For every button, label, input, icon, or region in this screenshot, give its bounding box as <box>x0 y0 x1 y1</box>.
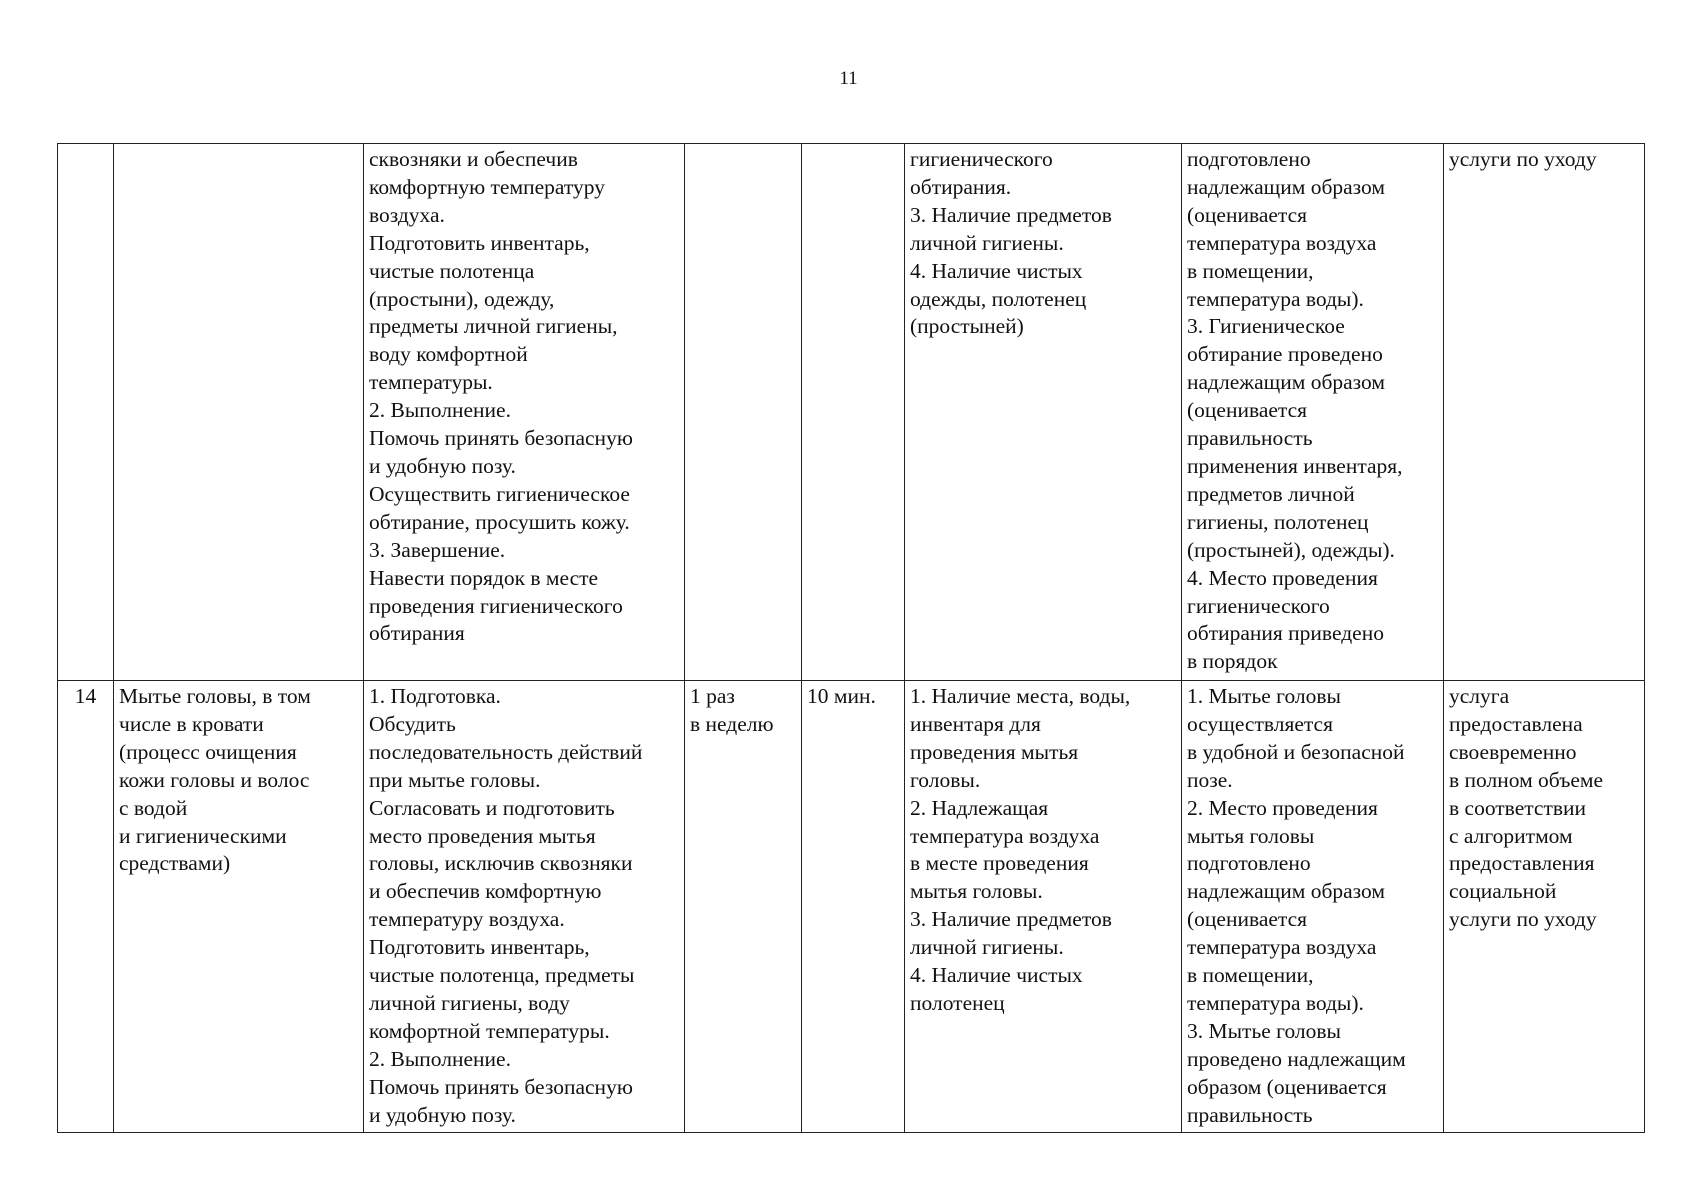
cell-text-line: 3. Наличие предметов <box>910 202 1112 227</box>
cell-text-line: услуги по уходу <box>1449 147 1597 171</box>
cell-text-line: проведения мытья <box>910 739 1079 764</box>
cell-result-evaluation <box>1444 144 1645 681</box>
cell-text-line: с алгоритмом <box>1449 823 1573 848</box>
cell-text-line: Осуществить гигиеническое <box>369 481 630 506</box>
cell-number: 14 <box>58 681 114 1133</box>
cell-text-line: позе. <box>1187 767 1233 792</box>
cell-text-line: полотенец <box>910 990 1005 1015</box>
cell-text-line: (простыни), одежду, <box>369 286 555 311</box>
cell-text-line: предоставлена <box>1449 711 1583 736</box>
cell-text-line: обтирания. <box>910 174 1012 199</box>
cell-text-line: и обеспечив комфортную <box>369 879 602 904</box>
cell-text-line: личной гигиены. <box>910 935 1064 960</box>
cell-result-evaluation <box>1444 681 1645 1133</box>
cell-text-line: социальной <box>1449 879 1557 904</box>
cell-text-line: в помещении, <box>1187 258 1314 283</box>
cell-text-line: услуги по уходу <box>1449 907 1597 932</box>
cell-text-line: в месте проведения <box>910 851 1089 876</box>
table-row <box>58 681 1645 1133</box>
table-row <box>58 144 1645 681</box>
cell-conditions <box>905 681 1182 1133</box>
cell-text-line: обтирание, просушить кожу. <box>369 509 630 534</box>
cell-text-line: обтирания <box>369 621 465 646</box>
cell-text-line: гигиенического <box>1187 593 1330 618</box>
cell-text-line: гигиены, полотенец <box>1187 509 1369 534</box>
cell-text-line: применения инвентаря, <box>1187 453 1403 478</box>
cell-text-line: температуру воздуха. <box>369 907 565 932</box>
cell-text-line: комфортной температуры. <box>369 1018 610 1043</box>
cell-text-line: головы. <box>910 767 981 792</box>
cell-text-line: 3. Гигиеническое <box>1187 314 1345 339</box>
cell-text-line: (процесс очищения <box>119 739 297 764</box>
cell-service-content <box>364 681 685 1133</box>
cell-text-line: и удобную позу. <box>369 453 516 478</box>
cell-text-line: осуществляется <box>1187 711 1333 736</box>
cell-text-line: 10 мин. <box>807 684 876 708</box>
cell-text-line: 1. Наличие места, воды, <box>910 684 1131 708</box>
page-number: 11 <box>839 68 858 89</box>
cell-text-line: услуга <box>1449 684 1510 708</box>
cell-text-line: комфортную температуру <box>369 174 605 199</box>
cell-conditions <box>905 144 1182 681</box>
cell-text-line: в удобной и безопасной <box>1187 739 1405 764</box>
cell-text-line: чистые полотенца <box>369 258 535 283</box>
cell-text-line: последовательность действий <box>369 739 643 764</box>
cell-service-name <box>114 681 364 1133</box>
cell-duration <box>802 681 905 1133</box>
cell-text-line: образом (оценивается <box>1187 1074 1387 1099</box>
cell-text-line: 2. Надлежащая <box>910 795 1049 820</box>
cell-text-line: (оценивается <box>1187 202 1308 227</box>
cell-quality-indicators <box>1182 681 1444 1133</box>
cell-text-line: и гигиеническими <box>119 823 287 848</box>
cell-text-line: (оценивается <box>1187 907 1308 932</box>
cell-text-line: в неделю <box>690 711 774 736</box>
cell-text-line: Подготовить инвентарь, <box>369 935 590 960</box>
cell-text-line: температура воздуха <box>1187 935 1377 960</box>
cell-text-line: Согласовать и подготовить <box>369 795 615 820</box>
cell-text-line: 1. Подготовка. <box>369 684 501 708</box>
cell-text-line: 3. Завершение. <box>369 537 506 562</box>
cell-text-line: кожи головы и волос <box>119 767 310 792</box>
cell-number <box>58 144 114 681</box>
cell-text-line: личной гигиены, воду <box>369 990 570 1015</box>
cell-text-line: с водой <box>119 795 188 820</box>
cell-text-line: температура воздуха <box>910 823 1100 848</box>
cell-text-line: 4. Наличие чистых <box>910 258 1083 283</box>
cell-text-line: 1 раз <box>690 684 735 708</box>
cell-text-line: правильность <box>1187 1102 1313 1127</box>
cell-text-line: в помещении, <box>1187 963 1314 988</box>
cell-text-line: надлежащим образом <box>1187 370 1385 395</box>
cell-text-line: температура воды). <box>1187 990 1364 1015</box>
cell-text-line: Помочь принять безопасную <box>369 426 633 451</box>
cell-text-line: обтирания приведено <box>1187 621 1384 646</box>
cell-text-line: в порядок <box>1187 649 1278 674</box>
cell-text-line: инвентаря для <box>910 711 1041 736</box>
cell-text-line: 3. Наличие предметов <box>910 907 1112 932</box>
cell-text-line: головы, исключив сквозняки <box>369 851 633 876</box>
cell-text-line: надлежащим образом <box>1187 879 1385 904</box>
cell-text-line: температура воздуха <box>1187 230 1377 255</box>
cell-text-line: 4. Место проведения <box>1187 565 1378 590</box>
cell-text-line: чистые полотенца, предметы <box>369 963 635 988</box>
cell-text-line: предоставления <box>1449 851 1595 876</box>
cell-text-line: Помочь принять безопасную <box>369 1074 633 1099</box>
cell-service-name <box>114 144 364 681</box>
cell-text-line: средствами) <box>119 851 231 876</box>
cell-text-line: одежды, полотенец <box>910 286 1087 311</box>
cell-text-line: сквозняки и обеспечив <box>369 147 578 171</box>
cell-text-line: предметов личной <box>1187 481 1355 506</box>
cell-text-line: 1. Мытье головы <box>1187 684 1342 708</box>
cell-text-line: (оценивается <box>1187 398 1308 423</box>
cell-text-line: подготовлено <box>1187 851 1311 876</box>
cell-text-line: (простыней), одежды). <box>1187 537 1395 562</box>
cell-text-line: Навести порядок в месте <box>369 565 599 590</box>
cell-text-line: гигиенического <box>910 147 1053 171</box>
cell-text-line: своевременно <box>1449 739 1577 764</box>
cell-text-line: Обсудить <box>369 711 456 736</box>
cell-frequency <box>685 681 802 1133</box>
services-table <box>57 143 1645 1133</box>
cell-text-line: 2. Место проведения <box>1187 795 1378 820</box>
cell-text-line: проведения гигиенического <box>369 593 623 618</box>
cell-text-line: проведено надлежащим <box>1187 1046 1406 1071</box>
cell-text-line: (простыней) <box>910 314 1024 339</box>
cell-text-line: Подготовить инвентарь, <box>369 230 590 255</box>
cell-text-line: предметы личной гигиены, <box>369 314 618 339</box>
cell-service-content <box>364 144 685 681</box>
cell-text-line: надлежащим образом <box>1187 174 1385 199</box>
cell-text-line: Мытье головы, в том <box>119 684 311 708</box>
cell-text-line: 4. Наличие чистых <box>910 963 1083 988</box>
cell-text-line: и удобную позу. <box>369 1102 516 1127</box>
cell-text-line: место проведения мытья <box>369 823 596 848</box>
cell-frequency <box>685 144 802 681</box>
cell-text-line: числе в кровати <box>119 711 264 736</box>
cell-text-line: при мытье головы. <box>369 767 541 792</box>
cell-text-line: 3. Мытье головы <box>1187 1018 1342 1043</box>
cell-text-line: температуры. <box>369 370 493 395</box>
cell-text-line: 2. Выполнение. <box>369 1046 511 1071</box>
cell-text-line: правильность <box>1187 426 1313 451</box>
cell-text-line: мытья головы <box>1187 823 1315 848</box>
cell-text-line: воздуха. <box>369 202 445 227</box>
cell-quality-indicators <box>1182 144 1444 681</box>
cell-text-line: в полном объеме <box>1449 767 1604 792</box>
cell-text-line: в соответствии <box>1449 795 1587 820</box>
cell-text-line: обтирание проведено <box>1187 342 1383 367</box>
cell-text-line: температура воды). <box>1187 286 1364 311</box>
cell-text-line: личной гигиены. <box>910 230 1064 255</box>
cell-text-line: 2. Выполнение. <box>369 398 511 423</box>
cell-text-line: подготовлено <box>1187 147 1311 171</box>
cell-text-line: воду комфортной <box>369 342 528 367</box>
cell-duration <box>802 144 905 681</box>
cell-text-line: мытья головы. <box>910 879 1043 904</box>
